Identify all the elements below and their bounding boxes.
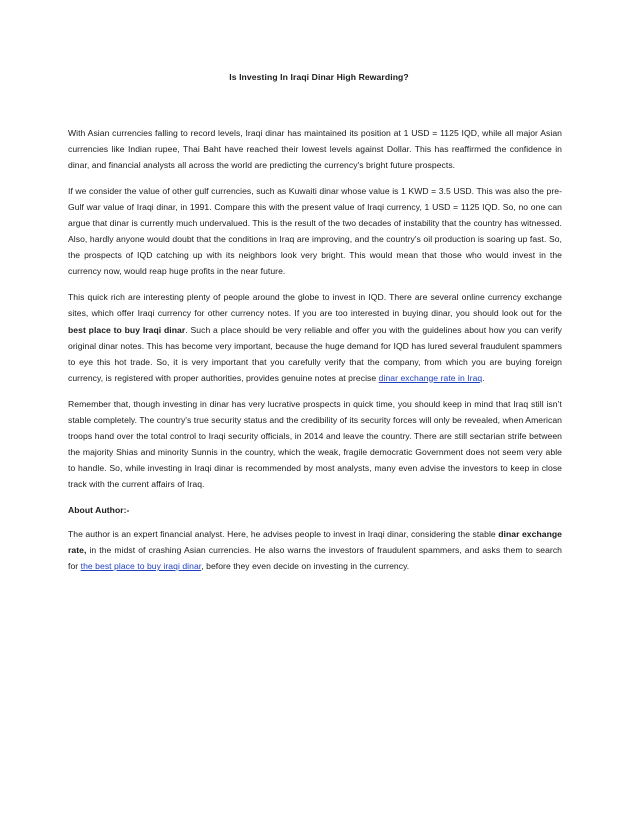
paragraph-3-text-b: . Such a place should be very reliable and offer you with the guidelines about how you can verify original dinar notes. This has become very important, because the huge demand for IQD has lured several fraudulent spammers to eye this hot trade. So, it is very important that you carefully verify that the company, from which you are buying foreign currency, is registered with proper authorities, provides genuine notes at precise	[68, 324, 562, 383]
paragraph-3	[68, 289, 562, 385]
about-text-a: The author is an expert financial analyst. Here, he advises people to invest in Iraqi dinar, considering the stable	[68, 529, 499, 540]
best-place-bold: best place to buy Iraqi dinar	[68, 324, 186, 335]
document-body	[68, 125, 562, 584]
about-author-paragraph	[68, 526, 562, 574]
paragraph-3-end: .	[482, 372, 485, 383]
paragraph-1: With Asian currencies falling to record levels, Iraqi dinar has maintained its position at 1 USD = 1125 IQD, while all major Asian currencies like Indian rupee, Thai Baht have reached their lowest levels against Dollar. This has reaffirmed the confidence in dinar, and financial analysts all across the world are predicting the currency's bright future prospects.	[68, 128, 562, 171]
dinar-exchange-rate-bold: dinar exchange rate,	[68, 529, 562, 556]
about-author-heading: About Author:-	[68, 504, 130, 515]
about-text-b: in the midst of crashing Asian currencies. He also warns the investors of fraudulent spammers, and asks them to search for	[68, 545, 562, 572]
paragraph-2: If we consider the value of other gulf currencies, such as Kuwaiti dinar whose value is 1 KWD = 3.5 USD. This was also the pre-Gulf war value of Iraqi dinar, in 1991. Compare this with the present value of Iraqi currency, 1 USD = 1125 IQD. So, no one can argue that dinar is currently much undervalued. This is the result of the two decades of instability that the country has witnessed. Also, hardly anyone would doubt that the conditions in Iraq are improving, and the country's oil production is soaring up fast. So, the prospects of IQD catching up with its neighbors look very bright. This would mean that those who would invest in the currency now, would reap huge profits in the near future.	[68, 186, 562, 277]
about-text-c: , before they even decide on investing in the currency.	[201, 561, 410, 572]
dinar-exchange-rate-link[interactable]: dinar exchange rate in Iraq	[378, 372, 483, 383]
document-title: Is Investing In Iraqi Dinar High Rewarding?	[229, 72, 409, 82]
paragraph-3-text-a: This quick rich are interesting plenty of people around the globe to invest in IQD. There are several online currency exchange sites, which offer Iraqi currency for other currency notes. If you are too interested in buying dinar, you should look out for the	[68, 292, 562, 319]
best-place-buy-link[interactable]: the best place to buy iraqi dinar	[80, 561, 202, 572]
paragraph-4: Remember that, though investing in dinar has very lucrative prospects in quick time, you should keep in mind that Iraq still isn’t stable completely. The country's true security status and the credibility of its security forces will only be revealed, when American troops hand over the total control to Iraqi security officials, in 2014 and leave the country. There are still sectarian strife between the majority Shias and minority Sunnis in the country, which the weak, fragile democratic Government does not seem very able to handle. So, while investing in Iraqi dinar is recommended by most analysts, many even advise the investors to keep in close track with the current affairs of Iraq.	[68, 398, 562, 489]
